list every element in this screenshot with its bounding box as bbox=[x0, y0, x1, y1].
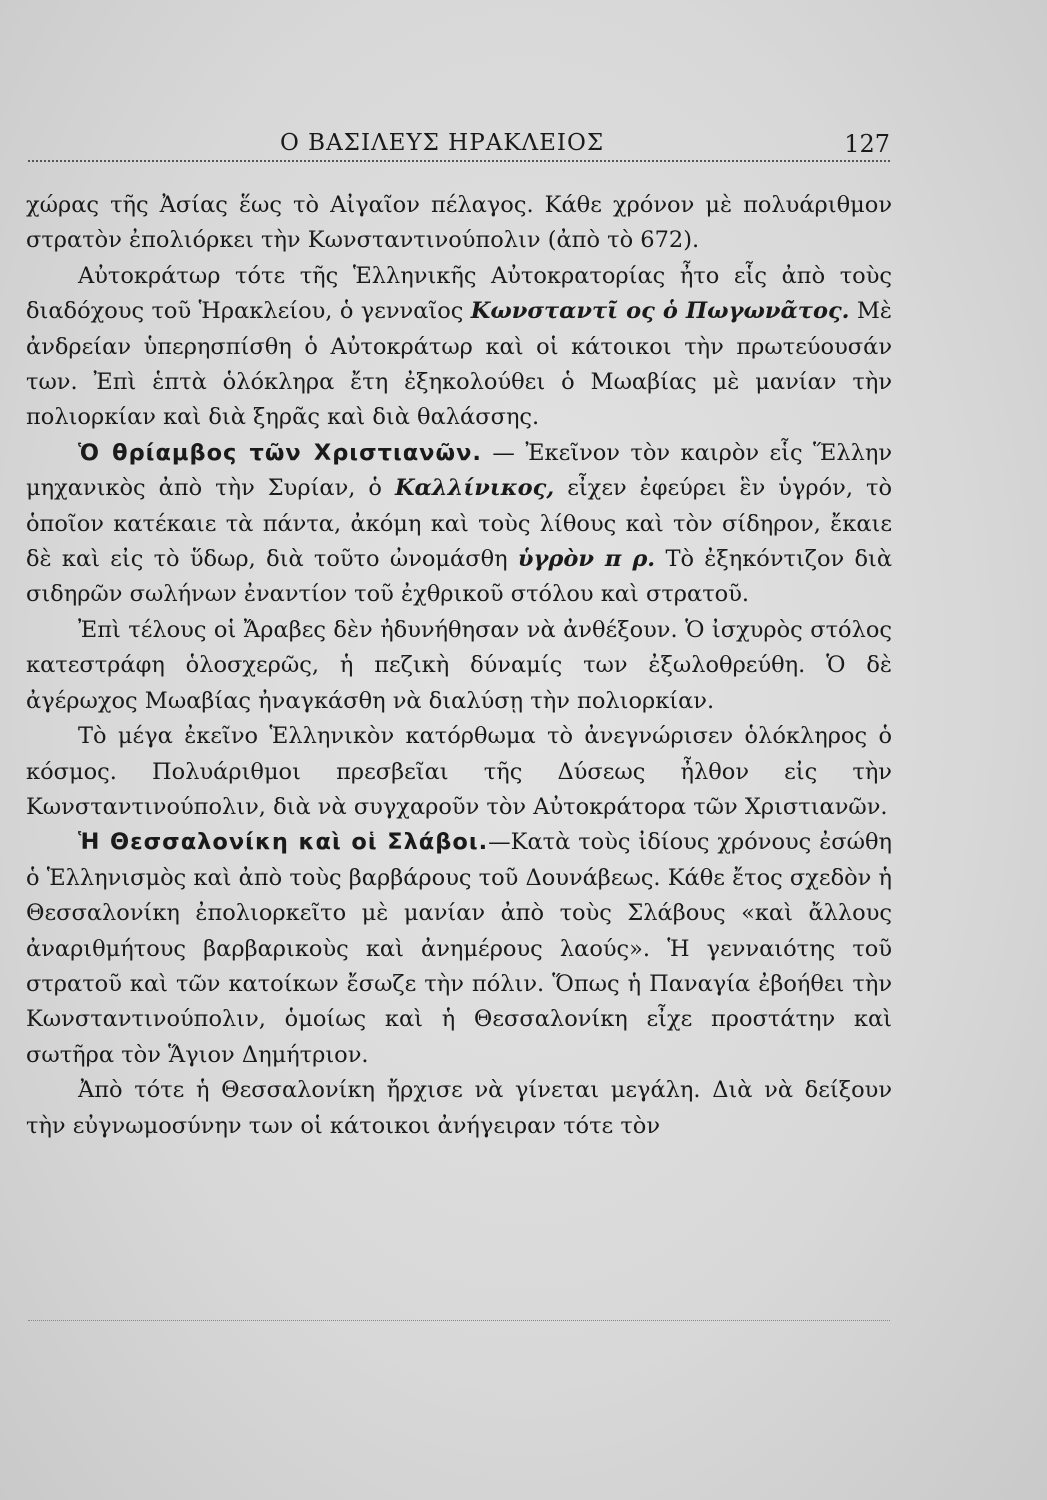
paragraph-5 bbox=[26, 719, 892, 825]
paragraph-2-text-a: Αὐτοκράτωρ τότε τῆς Ἑλληνικῆς Αὐτοκρατορίας ἦτο εἷς ἀπὸ τοὺς διαδόχους τοῦ Ἡρακλείου, ὁ γενναῖος bbox=[26, 262, 892, 325]
body-text bbox=[26, 188, 892, 1144]
paragraph-4 bbox=[26, 613, 892, 719]
page-header bbox=[28, 128, 890, 162]
paragraph-1 bbox=[26, 188, 892, 259]
paragraph-7 bbox=[26, 1073, 892, 1144]
running-title: Ο ΒΑΣΙΛΕΥΣ ΗΡΑΚΛΕΙΟΣ bbox=[280, 130, 605, 156]
paragraph-2-text-b: Μὲ ἀνδρείαν ὑπερησπίσθη ὁ Αὐτοκράτωρ καὶ οἱ κάτοικοι τὴν πρωτεύουσάν των. Ἐπὶ ἑπτὰ ὁλόκληρα ἔτη ἐξηκολούθει ὁ Μωαβίας μὲ μανίαν τὴν πολιορκίαν καὶ διὰ ξηρᾶς καὶ διὰ θαλάσσης. bbox=[26, 298, 892, 431]
paragraph-6 bbox=[26, 825, 892, 1073]
engineer-name: Καλλίνικος, bbox=[394, 475, 555, 502]
paragraph-4-text: Ἐπὶ τέλους οἱ Ἄραβες δὲν ἠδυνήθησαν νὰ ἀνθέξουν. Ὁ ἰσχυρὸς στόλος κατεστράφη ὁλοσχερῶς, ἡ πεζικὴ δύναμίς των ἐξωλοθρεύθη. Ὁ δὲ ἀγέρωχος Μωαβίας ἠναγκάσθη νὰ διαλύσῃ τὴν πολιορκίαν. bbox=[26, 616, 892, 714]
paragraph-5-text: Τὸ μέγα ἐκεῖνο Ἑλληνικὸν κατόρθωμα τὸ ἀνεγνώρισεν ὁλόκληρος ὁ κόσμος. Πολυάριθμοι πρεσβεῖαι τῆς Δύσεως ἦλθον εἰς τὴν Κωνσταντινούπολιν, διὰ νὰ συγχαροῦν τὸν Αὐτοκράτορα τῶν Χριστιανῶν. bbox=[26, 723, 892, 820]
greek-fire-term: ὑγρὸν π ρ. bbox=[517, 546, 656, 573]
paragraph-3-text-c: Τὸ ἐξηκόντιζον διὰ σιδηρῶν σωλήνων ἐναντίον τοῦ ἐχθρικοῦ στόλου καὶ στρατοῦ. bbox=[26, 546, 893, 608]
bottom-rule bbox=[28, 1320, 890, 1321]
paragraph-2 bbox=[26, 259, 892, 436]
paragraph-1-text: χώρας τῆς Ἀσίας ἕως τὸ Αἰγαῖον πέλαγος. Κάθε χρόνον μὲ πολυάριθμον στρατὸν ἐπολιόρκει τὴν Κωνσταντινούπολιν (ἀπὸ τὸ 672). bbox=[26, 192, 892, 254]
section-heading-thessaloniki: Ἡ Θεσσαλονίκη καὶ οἱ Σλάβοι. bbox=[78, 829, 489, 856]
paragraph-7-text: Ἀπὸ τότε ἡ Θεσσαλονίκη ἤρχισε νὰ γίνεται μεγάλη. Διὰ νὰ δείξουν τὴν εὐγνωμοσύνην των οἱ κάτοικοι ἀνήγειραν τότε τὸν bbox=[26, 1077, 892, 1139]
section-heading-triumph: Ὁ θρίαμβος τῶν Χριστιανῶν. bbox=[78, 439, 482, 466]
paragraph-3-text-b: εἶχεν ἐφεύρει ἓν ὑγρόν, τὸ ὁποῖον κατέκαιε τὰ πάντα, ἀκόμη καὶ τοὺς λίθους καὶ τὸν σίδηρον, ἔκαιε δὲ καὶ εἰς τὸ ὕδωρ, διὰ τοῦτο ὠνομάσθη bbox=[26, 475, 892, 573]
emperor-name: Κωνσταντῖ ος ὁ Πωγωνᾶτος. bbox=[470, 298, 850, 325]
paragraph-3-text-a: — Ἐκεῖνον τὸν καιρὸν εἷς Ἕλλην μηχανικὸς ἀπὸ τὴν Συρίαν, ὁ bbox=[26, 439, 893, 502]
paragraph-3 bbox=[26, 436, 892, 613]
page-number: 127 bbox=[844, 130, 890, 158]
paragraph-6-text: —Κατὰ τοὺς ἰδίους χρόνους ἐσώθη ὁ Ἑλληνισμὸς καὶ ἀπὸ τοὺς βαρβάρους τοῦ Δουνάβεως. Κάθε ἔτος σχεδὸν ἡ Θεσσαλονίκη ἐπολιορκεῖτο μὲ μανίαν ἀπὸ τοὺς Σλάβους «καὶ ἄλλους ἀναριθμήτους βαρβαρικοὺς καὶ ἀνημέρους λαούς». Ἡ γενναιότης τοῦ στρατοῦ καὶ τῶν κατοίκων ἔσωζε τὴν πόλιν. Ὅπως ἡ Παναγία ἐβοήθει τὴν Κωνσταντινούπολιν, ὁμοίως καὶ ἡ Θεσσαλονίκη εἶχε προστάτην καὶ σωτῆρα τὸν Ἅγιον Δημήτριον. bbox=[26, 829, 893, 1068]
